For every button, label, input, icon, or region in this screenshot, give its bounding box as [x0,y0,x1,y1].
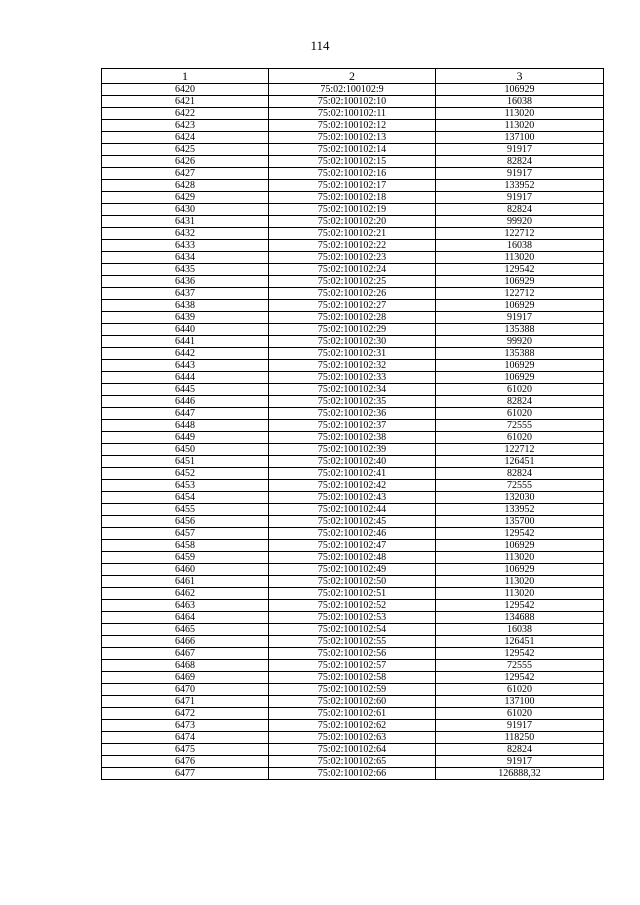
table-row [102,552,604,564]
table-cell: 6464 [102,612,269,624]
table-cell: 75:02:100102:65 [269,756,436,768]
table-row [102,684,604,696]
table-cell: 6432 [102,228,269,240]
table-cell: 129542 [436,528,604,540]
table-cell: 75:02:100102:64 [269,744,436,756]
table-row [102,612,604,624]
table-cell: 106929 [436,300,604,312]
table-cell: 6466 [102,636,269,648]
table-cell: 75:02:100102:48 [269,552,436,564]
table-cell: 72555 [436,660,604,672]
table-cell: 137100 [436,132,604,144]
table-cell: 75:02:100102:54 [269,624,436,636]
table-cell: 6423 [102,120,269,132]
table-cell: 75:02:100102:66 [269,768,436,780]
table-cell: 75:02:100102:16 [269,168,436,180]
table-cell: 16038 [436,624,604,636]
table-cell: 6431 [102,216,269,228]
table-cell: 133952 [436,504,604,516]
table-cell: 129542 [436,600,604,612]
table-cell: 91917 [436,312,604,324]
table-cell: 75:02:100102:32 [269,360,436,372]
table-cell: 6444 [102,372,269,384]
table-cell: 6458 [102,540,269,552]
table-cell: 106929 [436,540,604,552]
table-cell: 75:02:100102:30 [269,336,436,348]
table-cell: 6442 [102,348,269,360]
table-cell: 75:02:100102:26 [269,288,436,300]
table-cell: 61020 [436,384,604,396]
table-row [102,240,604,252]
table-cell: 6446 [102,396,269,408]
table-cell: 6473 [102,720,269,732]
data-table [101,68,604,780]
table-cell: 91917 [436,192,604,204]
table-cell: 61020 [436,684,604,696]
table-cell: 75:02:100102:33 [269,372,436,384]
table-row [102,312,604,324]
table-cell: 6447 [102,408,269,420]
table-row [102,480,604,492]
table-cell: 75:02:100102:31 [269,348,436,360]
table-cell: 6421 [102,96,269,108]
table-row [102,540,604,552]
table-cell: 6445 [102,384,269,396]
table-cell: 75:02:100102:35 [269,396,436,408]
table-cell: 133952 [436,180,604,192]
table-cell: 6472 [102,708,269,720]
table-row [102,324,604,336]
table-cell: 61020 [436,708,604,720]
table-cell: 6467 [102,648,269,660]
table-cell: 75:02:100102:14 [269,144,436,156]
table-row [102,648,604,660]
table-cell: 129542 [436,648,604,660]
table-row [102,600,604,612]
table-cell: 6477 [102,768,269,780]
table-cell: 75:02:100102:15 [269,156,436,168]
table-cell: 6462 [102,588,269,600]
table-cell: 106929 [436,372,604,384]
table-cell: 6469 [102,672,269,684]
table-cell: 61020 [436,432,604,444]
table-cell: 129542 [436,264,604,276]
table-cell: 122712 [436,228,604,240]
table-cell: 75:02:100102:56 [269,648,436,660]
table-cell: 99920 [436,216,604,228]
table-row [102,576,604,588]
table-cell: 135388 [436,348,604,360]
table-cell: 75:02:100102:34 [269,384,436,396]
table-cell: 6443 [102,360,269,372]
table-cell: 126451 [436,636,604,648]
table-header-row [102,69,604,84]
table-row [102,192,604,204]
table-cell: 106929 [436,276,604,288]
table-cell: 134688 [436,612,604,624]
table-cell: 75:02:100102:22 [269,240,436,252]
table-row [102,156,604,168]
table-cell: 6476 [102,756,269,768]
table-row [102,396,604,408]
table-cell: 126888,32 [436,768,604,780]
table-cell: 99920 [436,336,604,348]
table-row [102,468,604,480]
table-row [102,660,604,672]
table-row [102,168,604,180]
table-row [102,756,604,768]
table-cell: 75:02:100102:50 [269,576,436,588]
table-cell: 75:02:100102:42 [269,480,436,492]
table-cell: 6429 [102,192,269,204]
table-row [102,492,604,504]
table-cell: 6457 [102,528,269,540]
table-cell: 6459 [102,552,269,564]
table-cell: 126451 [436,456,604,468]
table-cell: 6453 [102,480,269,492]
table-cell: 75:02:100102:20 [269,216,436,228]
table-row [102,264,604,276]
table-cell: 6440 [102,324,269,336]
table-cell: 75:02:100102:25 [269,276,436,288]
table-cell: 82824 [436,204,604,216]
table-cell: 75:02:100102:53 [269,612,436,624]
table-row [102,276,604,288]
table-row [102,564,604,576]
table-cell: 6463 [102,600,269,612]
table-cell: 122712 [436,288,604,300]
table-cell: 129542 [436,672,604,684]
table-cell: 72555 [436,420,604,432]
table-cell: 75:02:100102:52 [269,600,436,612]
table-cell: 75:02:100102:47 [269,540,436,552]
table-cell: 6435 [102,264,269,276]
table-cell: 75:02:100102:19 [269,204,436,216]
table-cell: 6455 [102,504,269,516]
table-cell: 106929 [436,564,604,576]
table-cell: 6449 [102,432,269,444]
table-row [102,672,604,684]
table-cell: 82824 [436,396,604,408]
table-row [102,744,604,756]
table-cell: 16038 [436,240,604,252]
table-cell: 6460 [102,564,269,576]
table-cell: 75:02:100102:62 [269,720,436,732]
table-cell: 75:02:100102:12 [269,120,436,132]
table-cell: 75:02:100102:21 [269,228,436,240]
table-row [102,516,604,528]
table-cell: 6437 [102,288,269,300]
table-cell: 6456 [102,516,269,528]
table-cell: 6452 [102,468,269,480]
table-cell: 6454 [102,492,269,504]
table-cell: 91917 [436,756,604,768]
table-cell: 75:02:100102:24 [269,264,436,276]
table-cell: 75:02:100102:13 [269,132,436,144]
table-row [102,348,604,360]
table-cell: 6420 [102,84,269,96]
table-cell: 6465 [102,624,269,636]
table-cell: 75:02:100102:51 [269,588,436,600]
table-row [102,456,604,468]
table-cell: 113020 [436,552,604,564]
table-row [102,336,604,348]
table-cell: 6427 [102,168,269,180]
table-cell: 6450 [102,444,269,456]
table-cell: 75:02:100102:49 [269,564,436,576]
table-row [102,720,604,732]
table-cell: 75:02:100102:46 [269,528,436,540]
table-cell: 75:02:100102:59 [269,684,436,696]
table-cell: 6468 [102,660,269,672]
table-cell: 6441 [102,336,269,348]
table-cell: 75:02:100102:44 [269,504,436,516]
table-cell: 75:02:100102:63 [269,732,436,744]
table-cell: 91917 [436,144,604,156]
table-row [102,432,604,444]
table-cell: 75:02:100102:57 [269,660,436,672]
table-cell: 61020 [436,408,604,420]
table-cell: 91917 [436,168,604,180]
table-row [102,144,604,156]
table-cell: 6436 [102,276,269,288]
table-row [102,204,604,216]
table-cell: 6434 [102,252,269,264]
table-cell: 75:02:100102:29 [269,324,436,336]
table-row [102,252,604,264]
table-cell: 6424 [102,132,269,144]
table-row [102,96,604,108]
table-row [102,372,604,384]
table-row [102,624,604,636]
table-cell: 75:02:100102:43 [269,492,436,504]
table-cell: 118250 [436,732,604,744]
table-cell: 75:02:100102:36 [269,408,436,420]
table-cell: 75:02:100102:11 [269,108,436,120]
table-cell: 6461 [102,576,269,588]
table-cell: 106929 [436,84,604,96]
table-row [102,132,604,144]
column-header: 3 [436,69,604,84]
table-cell: 75:02:100102:10 [269,96,436,108]
table-cell: 82824 [436,156,604,168]
table-cell: 6425 [102,144,269,156]
table-cell: 6433 [102,240,269,252]
column-header: 1 [102,69,269,84]
table-cell: 75:02:100102:27 [269,300,436,312]
table-cell: 113020 [436,108,604,120]
table-cell: 6448 [102,420,269,432]
table-row [102,636,604,648]
table-cell: 75:02:100102:55 [269,636,436,648]
table-row [102,408,604,420]
table-row [102,588,604,600]
table-cell: 6438 [102,300,269,312]
table-cell: 6470 [102,684,269,696]
table-cell: 75:02:100102:61 [269,708,436,720]
table-cell: 75:02:100102:41 [269,468,436,480]
table-cell: 6426 [102,156,269,168]
table-row [102,300,604,312]
table-cell: 137100 [436,696,604,708]
table-row [102,528,604,540]
table-row [102,504,604,516]
table-cell: 6471 [102,696,269,708]
table-cell: 6439 [102,312,269,324]
table-body [102,84,604,780]
table-cell: 113020 [436,120,604,132]
table-cell: 91917 [436,720,604,732]
table-cell: 82824 [436,468,604,480]
table-cell: 75:02:100102:60 [269,696,436,708]
table-cell: 75:02:100102:38 [269,432,436,444]
table-cell: 6422 [102,108,269,120]
table-cell: 6428 [102,180,269,192]
table-row [102,696,604,708]
table-cell: 75:02:100102:37 [269,420,436,432]
table-cell: 106929 [436,360,604,372]
table-cell: 132030 [436,492,604,504]
table-cell: 72555 [436,480,604,492]
table-cell: 75:02:100102:18 [269,192,436,204]
table-cell: 113020 [436,252,604,264]
table-cell: 75:02:100102:40 [269,456,436,468]
table-cell: 135388 [436,324,604,336]
table-row [102,444,604,456]
table-row [102,180,604,192]
table-cell: 6474 [102,732,269,744]
table-cell: 75:02:100102:17 [269,180,436,192]
table-cell: 6451 [102,456,269,468]
table-row [102,120,604,132]
table-row [102,216,604,228]
table-row [102,288,604,300]
table-row [102,768,604,780]
table-cell: 75:02:100102:28 [269,312,436,324]
table-row [102,84,604,96]
table-cell: 113020 [436,576,604,588]
table-cell: 75:02:100102:23 [269,252,436,264]
column-header: 2 [269,69,436,84]
table-cell: 6475 [102,744,269,756]
table-cell: 75:02:100102:39 [269,444,436,456]
table-row [102,732,604,744]
table-row [102,360,604,372]
table-row [102,384,604,396]
table-row [102,420,604,432]
table-cell: 82824 [436,744,604,756]
table-cell: 75:02:100102:9 [269,84,436,96]
page-number: 114 [310,38,330,53]
table-row [102,708,604,720]
table-row [102,228,604,240]
table-cell: 113020 [436,588,604,600]
table-cell: 75:02:100102:58 [269,672,436,684]
table-cell: 6430 [102,204,269,216]
table-cell: 122712 [436,444,604,456]
table-cell: 16038 [436,96,604,108]
table-cell: 135700 [436,516,604,528]
table-row [102,108,604,120]
table-cell: 75:02:100102:45 [269,516,436,528]
